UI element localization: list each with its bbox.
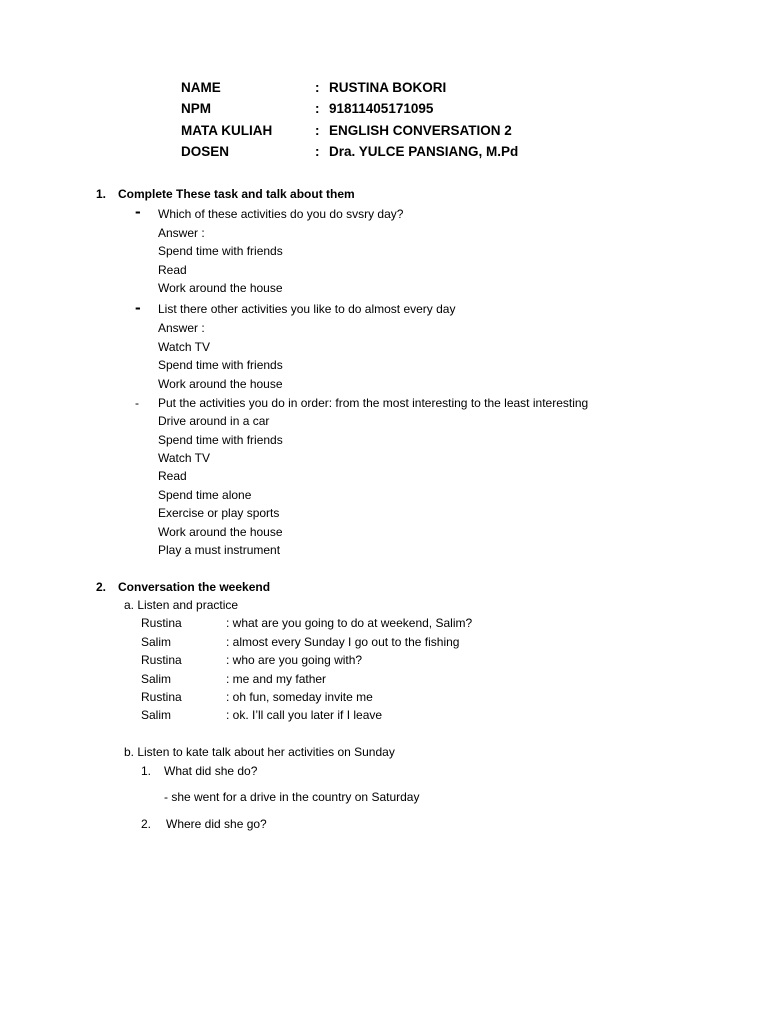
lecturer-value: Dra. YULCE PANSIANG, M.Pd xyxy=(329,144,519,159)
dialog-line: : who are you going with? xyxy=(226,653,363,667)
b-item-number: 1. xyxy=(141,764,152,778)
q1-answer-item: Spend time with friends xyxy=(158,244,283,258)
lecturer-label: DOSEN xyxy=(181,144,230,159)
b-item-question: What did she do? xyxy=(164,764,258,778)
section1-title: Complete These task and talk about them xyxy=(118,187,355,201)
dialog-line: : me and my father xyxy=(226,672,327,686)
dialog-speaker: Salim xyxy=(141,672,172,686)
q2-question: List there other activities you like to do almost every day xyxy=(158,302,456,316)
listen-kate-title: b. Listen to kate talk about her activities on Sunday xyxy=(124,745,395,759)
dialog-speaker: Salim xyxy=(141,708,172,722)
name-colon: : xyxy=(315,80,320,95)
section2-number: 2. xyxy=(96,580,107,594)
b-item-question: Where did she go? xyxy=(166,817,267,831)
q1-dash: - xyxy=(135,202,141,221)
q1-answer-item: Read xyxy=(158,263,187,277)
course-value: ENGLISH CONVERSATION 2 xyxy=(329,123,512,138)
q3-answer-item: Read xyxy=(158,469,187,483)
section1-number: 1. xyxy=(96,187,107,201)
q1-answer-label: Answer : xyxy=(158,226,205,240)
q2-dash: - xyxy=(135,298,141,317)
b-item-number: 2. xyxy=(141,817,152,831)
q3-answer-item: Exercise or play sports xyxy=(158,506,280,520)
lecturer-colon: : xyxy=(315,144,320,159)
listen-practice-title: a. Listen and practice xyxy=(124,598,239,612)
dialog-line: : what are you going to do at weekend, Salim? xyxy=(226,616,473,630)
q3-answer-item: Spend time alone xyxy=(158,488,252,502)
dialog-speaker: Rustina xyxy=(141,653,182,667)
q3-answer-item: Watch TV xyxy=(158,451,211,465)
section2-title: Conversation the weekend xyxy=(118,580,271,594)
name-value: RUSTINA BOKORI xyxy=(329,80,447,95)
npm-label: NPM xyxy=(181,101,211,116)
dialog-speaker: Salim xyxy=(141,635,172,649)
q2-answer-item: Work around the house xyxy=(158,377,283,391)
q3-answer-item: Spend time with friends xyxy=(158,433,283,447)
q3-answer-item: Drive around in a car xyxy=(158,414,270,428)
dialog-line: : oh fun, someday invite me xyxy=(226,690,373,704)
course-colon: : xyxy=(315,123,320,138)
q2-answer-item: Watch TV xyxy=(158,340,211,354)
dialog-line: : almost every Sunday I go out to the fishing xyxy=(226,635,460,649)
q3-question: Put the activities you do in order: from the most interesting to the least interesting xyxy=(158,396,589,410)
npm-value: 91811405171095 xyxy=(329,101,434,116)
dialog-speaker: Rustina xyxy=(141,690,182,704)
q1-answer-item: Work around the house xyxy=(158,281,283,295)
q2-answer-label: Answer : xyxy=(158,321,205,335)
q1-question: Which of these activities do you do svsry day? xyxy=(158,207,404,221)
q3-dash: - xyxy=(135,396,139,410)
q3-answer-item: Work around the house xyxy=(158,525,283,539)
q2-answer-item: Spend time with friends xyxy=(158,358,283,372)
b-item-answer: - she went for a drive in the country on Saturday xyxy=(164,790,420,804)
dialog-speaker: Rustina xyxy=(141,616,182,630)
course-label: MATA KULIAH xyxy=(181,123,273,138)
q3-answer-item: Play a must instrument xyxy=(158,543,281,557)
dialog-line: : ok. I’ll call you later if I leave xyxy=(226,708,383,722)
npm-colon: : xyxy=(315,101,320,116)
name-label: NAME xyxy=(181,80,221,95)
